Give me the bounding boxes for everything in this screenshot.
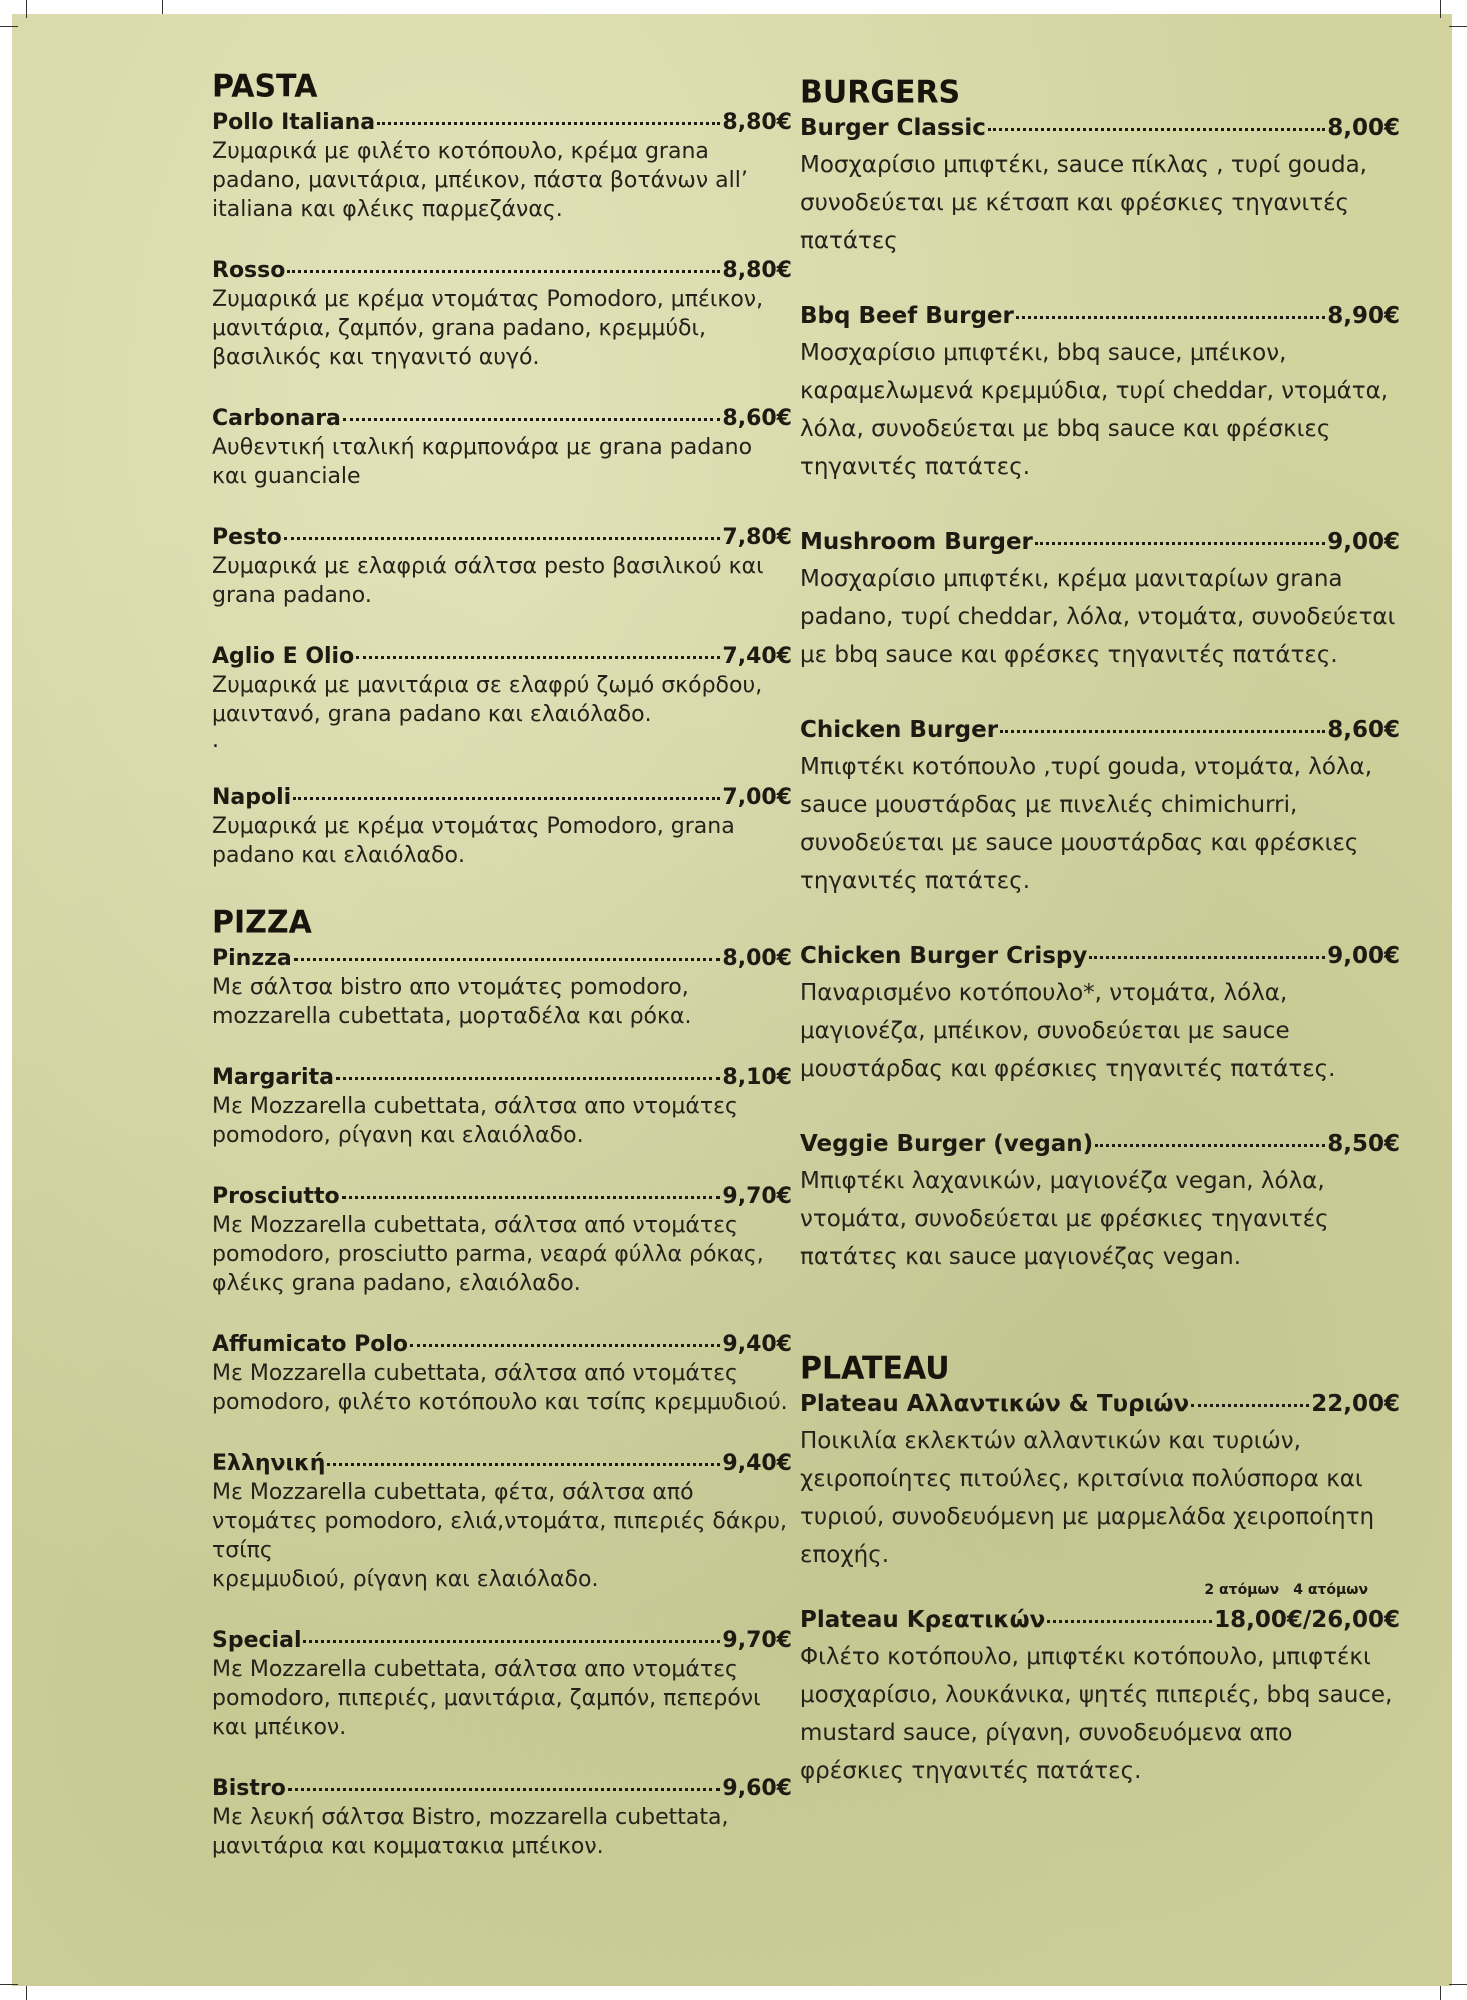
dot-leader bbox=[377, 100, 720, 125]
crop-mark bbox=[162, 0, 163, 14]
item-price: 9,40€ bbox=[722, 1332, 792, 1357]
item-header bbox=[800, 1386, 1400, 1422]
menu-item bbox=[800, 1126, 1400, 1276]
menu-item bbox=[212, 1059, 792, 1150]
item-header bbox=[800, 938, 1400, 974]
dot-leader bbox=[303, 1618, 720, 1643]
crop-mark bbox=[26, 0, 27, 18]
item-price: 8,80€ bbox=[722, 258, 792, 283]
item-description: Ποικιλία εκλεκτών αλλαντικών και τυριών, χειροποίητες πιτούλες, κριτσίνια πολύσπορα και τυριού, συνοδευόμενη με μαρμελάδα χειροποίητη εποχής. bbox=[800, 1428, 1375, 1568]
item-price: 9,00€ bbox=[1327, 943, 1400, 969]
menu-item bbox=[800, 712, 1400, 900]
menu-item bbox=[212, 1770, 792, 1861]
menu-item bbox=[212, 638, 792, 751]
section-title-pasta: PASTA bbox=[212, 68, 318, 105]
item-header bbox=[212, 1178, 792, 1211]
item-description: Φιλέτο κοτόπουλο, μπιφτέκι κοτόπουλο, μπιφτέκι μοσχαρίσιο, λουκάνικα, ψητές πιπεριές, bbq sauce, mustard sauce, ρίγανη, συνοδευόμενα απο φρέσκιες τηγανιτές πατάτες. bbox=[800, 1644, 1393, 1784]
menu-item bbox=[212, 1326, 792, 1417]
item-header bbox=[212, 1326, 792, 1359]
item-header bbox=[212, 104, 792, 137]
dot-leader bbox=[336, 1055, 720, 1080]
item-price: 22,00€ bbox=[1311, 1391, 1400, 1417]
item-description: Μπιφτέκι λαχανικών, μαγιονέζα vegan, λόλα, ντομάτα, συνοδεύεται με φρέσκιες τηγανιτές πατάτες και sauce μαγιονέζας vegan. bbox=[800, 1168, 1329, 1270]
menu-item bbox=[212, 252, 792, 372]
dot-leader bbox=[1016, 294, 1325, 319]
crop-mark bbox=[26, 1986, 27, 2000]
item-name: Plateau Κρεατικών bbox=[800, 1607, 1046, 1633]
dot-leader bbox=[287, 248, 720, 273]
item-header bbox=[212, 1445, 792, 1478]
item-header bbox=[800, 110, 1400, 146]
item-price: 8,00€ bbox=[722, 946, 792, 971]
item-description: Με Mozzarella cubettata, σάλτσα απο ντομάτες pomodoro, ρίγανη και ελαιόλαδο. bbox=[212, 1094, 738, 1148]
item-price: 8,60€ bbox=[722, 406, 792, 431]
item-price: 7,00€ bbox=[722, 785, 792, 810]
dot-leader bbox=[1095, 1122, 1325, 1147]
item-price: 18,00€/26,00€ bbox=[1214, 1607, 1400, 1633]
dot-leader bbox=[342, 1174, 721, 1199]
item-description-continued: κρεμμυδιού, ρίγανη και ελαιόλαδο. bbox=[212, 1567, 599, 1592]
item-description: Αυθεντική ιταλική καρμπονάρα με grana padano και guanciale bbox=[212, 435, 753, 489]
item-name: Chicken Burger bbox=[800, 717, 999, 743]
item-price: 9,40€ bbox=[722, 1451, 792, 1476]
menu-item bbox=[212, 779, 792, 870]
item-description: Μοσχαρίσιο μπιφτέκι, bbq sauce, μπέικον, καραμελωμενά κρεμμύδια, τυρί cheddar, ντομάτα, λόλα, συνοδεύεται με bbq sauce και φρέσκιες τηγανιτές πατάτες. bbox=[800, 340, 1389, 480]
crop-mark bbox=[1440, 1986, 1441, 2000]
item-name: Affumicato Polo bbox=[212, 1332, 409, 1357]
item-description: Παναρισμένο κοτόπουλο*, ντομάτα, λόλα, μαγιονέζα, μπέικον, συνοδεύεται με sauce μουστάρδας και φρέσκιες τηγανιτές πατάτες. bbox=[800, 980, 1336, 1082]
item-header bbox=[212, 1059, 792, 1092]
crop-mark bbox=[0, 1984, 18, 1985]
item-price: 7,40€ bbox=[722, 644, 792, 669]
item-description: Ζυμαρικά με κρέμα ντομάτας Pomodoro, μπέικον, μανιτάρια, ζαμπόν, grana padano, κρεμμύδι, βασιλικός και τηγανιτό αυγό. bbox=[212, 287, 764, 370]
item-name: Pinzza bbox=[212, 946, 292, 971]
crop-mark bbox=[0, 26, 18, 27]
item-price: 8,60€ bbox=[1327, 717, 1400, 743]
item-price: 7,80€ bbox=[722, 525, 792, 550]
dot-leader bbox=[294, 936, 721, 961]
item-description: Μοσχαρίσιο μπιφτέκι, sauce πίκλας , τυρί gouda, συνοδεύεται με κέτσαπ και φρέσκιες τηγανιτές πατάτες bbox=[800, 152, 1367, 254]
portion-label-4: 4 ατόμων bbox=[1293, 1582, 1368, 1598]
dot-leader bbox=[1000, 708, 1325, 733]
portion-label-2: 2 ατόμων bbox=[1204, 1582, 1280, 1598]
dot-leader bbox=[288, 1766, 721, 1791]
item-name: Prosciutto bbox=[212, 1184, 340, 1209]
item-price: 9,60€ bbox=[722, 1776, 792, 1801]
section-title-plateau: PLATEAU bbox=[800, 1350, 950, 1387]
menu-item bbox=[212, 1178, 792, 1298]
item-header bbox=[212, 940, 792, 973]
item-name: Veggie Burger (vegan) bbox=[800, 1131, 1094, 1157]
item-header bbox=[212, 400, 792, 433]
item-price: 8,50€ bbox=[1327, 1131, 1400, 1157]
dot-leader bbox=[1089, 934, 1325, 959]
item-price: 9,00€ bbox=[1327, 529, 1400, 555]
dot-leader bbox=[988, 106, 1325, 131]
item-price: 9,70€ bbox=[722, 1628, 792, 1653]
menu-item bbox=[800, 524, 1400, 674]
dot-leader bbox=[284, 515, 721, 540]
item-header bbox=[800, 1126, 1400, 1162]
dot-leader bbox=[1191, 1382, 1309, 1407]
menu-item bbox=[212, 1445, 792, 1594]
item-description: Μπιφτέκι κοτόπουλο ,τυρί gouda, ντομάτα, λόλα, sauce μουστάρδας με πινελιές chimichurri, συνοδεύεται με sauce μουστάρδας και φρέσκιες τηγανιτές πατάτες. bbox=[800, 754, 1373, 894]
item-name: Ελληνική bbox=[212, 1451, 326, 1476]
dot-leader bbox=[356, 634, 720, 659]
item-price: 8,80€ bbox=[722, 110, 792, 135]
crop-mark bbox=[1449, 1984, 1467, 1985]
left-column bbox=[212, 70, 792, 1861]
item-description: Με Mozzarella cubettata, σάλτσα από ντομάτες pomodoro, φιλέτο κοτόπουλο και τσίπς κρεμμυδιού. bbox=[212, 1361, 788, 1415]
crop-mark bbox=[1449, 26, 1467, 27]
item-header bbox=[212, 252, 792, 285]
menu-item bbox=[212, 940, 792, 1031]
item-header bbox=[800, 298, 1400, 334]
item-header bbox=[800, 712, 1400, 748]
menu-item bbox=[800, 298, 1400, 486]
item-header bbox=[212, 1770, 792, 1803]
item-description: Μοσχαρίσιο μπιφτέκι, κρέμα μανιταρίων grana padano, τυρί cheddar, λόλα, ντομάτα, συνοδεύεται με bbq sauce και φρέσκες τηγανιτές πατάτες. bbox=[800, 566, 1396, 668]
item-description: Ζυμαρικά με φιλέτο κοτόπουλο, κρέμα grana padano, μανιτάρια, μπέικον, πάστα βοτάνων all’ italiana και φλέικς παρμεζάνας. bbox=[212, 139, 748, 222]
item-name: Burger Classic bbox=[800, 115, 986, 141]
item-name: Napoli bbox=[212, 785, 292, 810]
menu-item bbox=[212, 519, 792, 610]
crop-mark bbox=[1440, 0, 1441, 18]
stray-dot: . bbox=[212, 728, 219, 753]
dot-leader bbox=[343, 396, 721, 421]
menu-item bbox=[212, 400, 792, 491]
item-name: Margarita bbox=[212, 1065, 334, 1090]
item-price: 8,00€ bbox=[1327, 115, 1400, 141]
item-description: Ζυμαρικά με ελαφριά σάλτσα pesto βασιλικού και grana padano. bbox=[212, 554, 764, 608]
item-header bbox=[212, 638, 792, 671]
dot-leader bbox=[410, 1322, 720, 1347]
item-header bbox=[212, 779, 792, 812]
dot-leader bbox=[293, 775, 720, 800]
section-title-pizza: PIZZA bbox=[212, 904, 312, 941]
item-price: 8,10€ bbox=[722, 1065, 792, 1090]
menu-item bbox=[212, 1622, 792, 1742]
right-column bbox=[800, 76, 1400, 1790]
menu-item bbox=[800, 1602, 1400, 1790]
item-price: 8,90€ bbox=[1327, 303, 1400, 329]
item-description: Με λευκή σάλτσα Bistro, mozzarella cubettata, μανιτάρια και κομματακια μπέικον. bbox=[212, 1805, 729, 1859]
item-description: Με Mozzarella cubettata, σάλτσα απο ντομάτες pomodoro, πιπεριές, μανιτάρια, ζαμπόν, πεπερόνι και μπέικον. bbox=[212, 1657, 761, 1740]
item-name: Carbonara bbox=[212, 406, 341, 431]
menu-item bbox=[212, 104, 792, 224]
item-description: Ζυμαρικά με κρέμα ντομάτας Pomodoro, grana padano και ελαιόλαδο. bbox=[212, 814, 735, 868]
item-header bbox=[800, 1602, 1400, 1638]
item-name: Pollo Italiana bbox=[212, 110, 376, 135]
item-header bbox=[212, 1622, 792, 1655]
section-title-burgers: BURGERS bbox=[800, 74, 961, 111]
item-name: Bistro bbox=[212, 1776, 286, 1801]
item-name: Pesto bbox=[212, 525, 282, 550]
item-name: Mushroom Burger bbox=[800, 529, 1033, 555]
menu-item bbox=[800, 1386, 1400, 1574]
dot-leader bbox=[1035, 520, 1325, 545]
item-description: Με Mozzarella cubettata, σάλτσα από ντομάτες pomodoro, prosciutto parma, νεαρά φύλλα ρόκας, φλέικς grana padano, ελαιόλαδο. bbox=[212, 1213, 764, 1296]
item-name: Special bbox=[212, 1628, 302, 1653]
item-name: Plateau Αλλαντικών & Τυριών bbox=[800, 1391, 1190, 1417]
item-name: Rosso bbox=[212, 258, 286, 283]
item-header bbox=[800, 524, 1400, 560]
dot-leader bbox=[327, 1441, 720, 1466]
item-price: 9,70€ bbox=[722, 1184, 792, 1209]
item-header bbox=[212, 519, 792, 552]
menu-item bbox=[800, 938, 1400, 1088]
item-description: Ζυμαρικά με μανιτάρια σε ελαφρύ ζωμό σκόρδου, μαιντανό, grana padano και ελαιόλαδο. bbox=[212, 673, 763, 727]
menu-item bbox=[800, 110, 1400, 260]
item-name: Aglio E Olio bbox=[212, 644, 355, 669]
item-description: Με Mozzarella cubettata, φέτα, σάλτσα από ντομάτες pomodoro, ελιά,ντομάτα, πιπεριές δάκρυ, τσίπς bbox=[212, 1480, 788, 1563]
item-name: Bbq Beef Burger bbox=[800, 303, 1014, 329]
dot-leader bbox=[1047, 1598, 1212, 1623]
item-description: Με σάλτσα bistro απο ντομάτες pomodoro, mozzarella cubettata, μορταδέλα και ρόκα. bbox=[212, 975, 692, 1029]
item-name: Chicken Burger Crispy bbox=[800, 943, 1088, 969]
